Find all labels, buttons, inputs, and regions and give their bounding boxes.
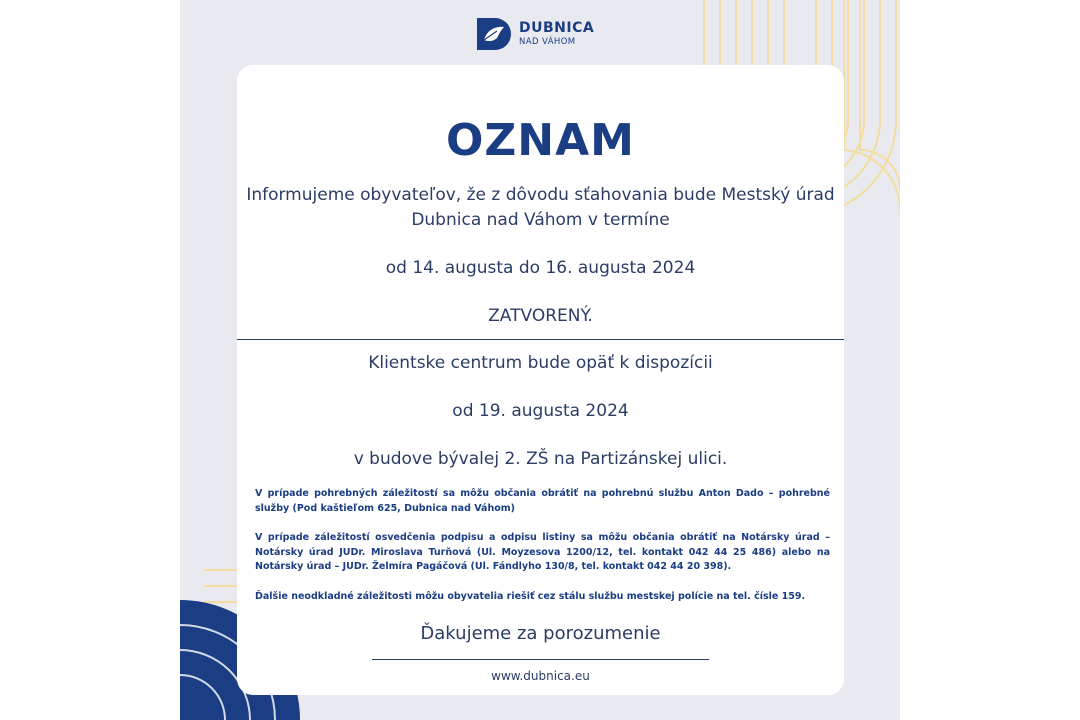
reopen-location: v budove bývalej 2. ZŠ na Partizánskej ulici.: [353, 449, 728, 469]
poster: [180, 0, 900, 720]
intro-line-1: Informujeme obyvateľov, že z dôvodu sťahovania bude Mestský úrad: [246, 185, 835, 205]
notary-info: V prípade záležitostí osvedčenia podpisu a odpisu listiny sa môžu občania obrátiť na Notársky úrad – Notársky úrad JUDr. Miroslava Turňová (Ul. Moyzesova 1200/12, tel. kontakt 042 44 25 486) alebo na Notársky úrad – JUDr. Želmíra Pagáčová (Ul. Fándlyho 130/8, tel. kontakt 042 44 20 398).: [255, 532, 830, 572]
reopen-date: od 19. augusta 2024: [452, 401, 629, 421]
reopen-line: Klientske centrum bude opäť k dispozícii: [368, 353, 713, 373]
thanks-text: Ďakujeme za porozumenie: [420, 623, 661, 644]
dubnica-logo-icon: [475, 16, 513, 52]
closed-period: od 14. augusta do 16. augusta 2024: [385, 258, 696, 278]
notice-title: OZNAM: [446, 115, 635, 166]
thanks-underline: [372, 659, 709, 660]
brand-subtitle: NAD VÁHOM: [519, 37, 576, 48]
intro-line-2: Dubnica nad Váhom v termíne: [411, 210, 670, 230]
section-divider: [237, 339, 844, 340]
brand-name: DUBNICA: [519, 20, 595, 37]
police-info: Ďalšie neodkladné záležitosti môžu obyvatelia riešiť cez stálu službu mestskej polície na tel. čísle 159.: [255, 591, 806, 602]
closed-label: ZATVORENÝ.: [488, 306, 593, 326]
logo: [475, 16, 594, 52]
notice-card: [237, 65, 844, 695]
website-link[interactable]: www.dubnica.eu: [491, 669, 590, 683]
funeral-info: V prípade pohrebných záležitostí sa môžu občania obrátiť na pohrebnú službu Anton Dado – pohrebné služby (Pod kaštieľom 625, Dubnica nad Váhom): [255, 488, 830, 514]
